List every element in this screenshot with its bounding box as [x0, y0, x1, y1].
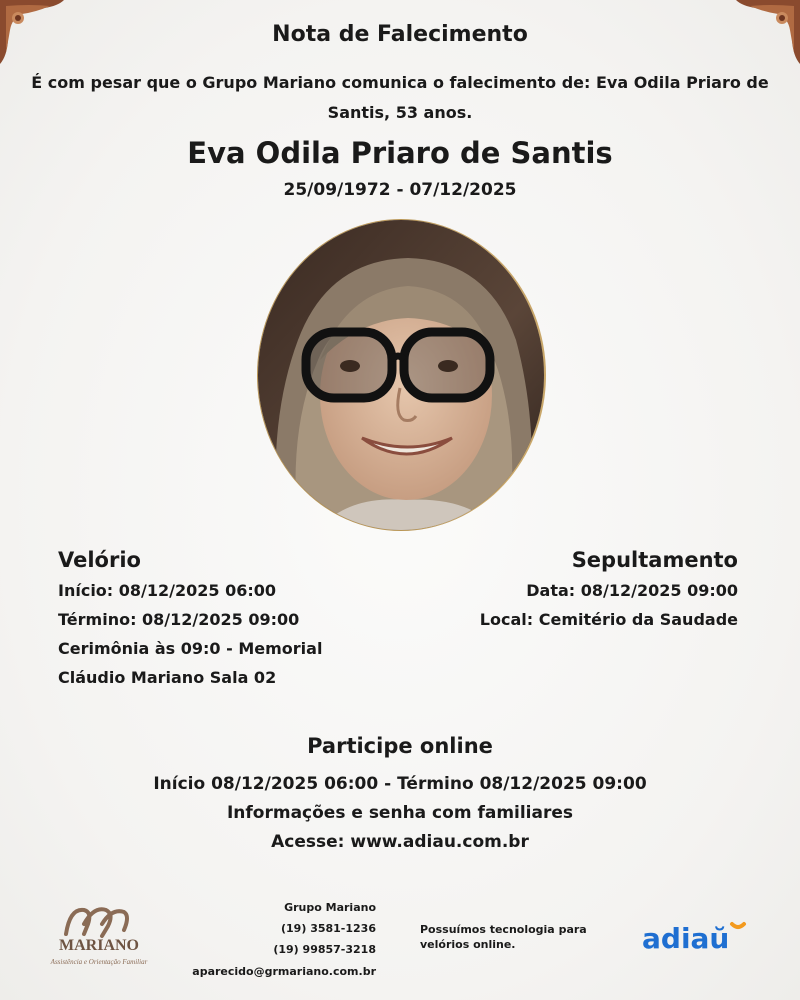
deceased-photo [258, 220, 544, 530]
online-info: Informações e senha com familiares [226, 803, 574, 823]
sepultamento-heading: Sepultamento [571, 548, 738, 572]
online-acesse: Acesse: www.adiau.com.br [271, 832, 529, 852]
velorio-section [58, 548, 388, 692]
sepultamento-local: Local: Cemitério da Saudade [479, 610, 738, 629]
velorio-cerimonia-1: Cerimônia às 09:0 - Memorial [58, 639, 323, 658]
email: aparecido@grmariano.com.br [192, 965, 376, 978]
velorio-cerimonia-2: Cláudio Mariano Sala 02 [58, 668, 277, 687]
phone-1: (19) 3581-1236 [281, 922, 376, 935]
tech-notice: Possuímos tecnologia para velórios online. [420, 923, 587, 951]
notice-title: Nota de Falecimento [272, 22, 528, 47]
deceased-dates: 25/09/1972 - 07/12/2025 [283, 180, 517, 200]
grupo-mariano-logo [44, 902, 154, 972]
online-heading: Participe online [307, 734, 493, 758]
logo-tagline: Assistência e Orientação Familiar [50, 958, 148, 966]
phone-2: (19) 99857-3218 [273, 943, 376, 956]
intro-text: É com pesar que o Grupo Mariano comunica o falecimento de: Eva Odila Priaro de Santis, 53 anos. [31, 73, 769, 122]
sepultamento-data: Data: 08/12/2025 09:00 [526, 581, 738, 600]
company-name: Grupo Mariano [284, 901, 376, 914]
logo-text: MARIANO [59, 937, 139, 954]
velorio-inicio: Início: 08/12/2025 06:00 [58, 581, 277, 600]
velorio-termino: Término: 08/12/2025 09:00 [58, 610, 300, 629]
deceased-name: Eva Odila Priaro de Santis [187, 136, 613, 170]
contact-info [180, 897, 376, 982]
online-periodo: Início 08/12/2025 06:00 - Término 08/12/2025 09:00 [153, 774, 647, 794]
adiau-logo-text: adiaŭ [642, 922, 730, 955]
velorio-heading: Velório [58, 548, 141, 572]
online-section [0, 734, 800, 857]
sepultamento-section [408, 548, 738, 634]
adiau-logo [640, 918, 760, 958]
